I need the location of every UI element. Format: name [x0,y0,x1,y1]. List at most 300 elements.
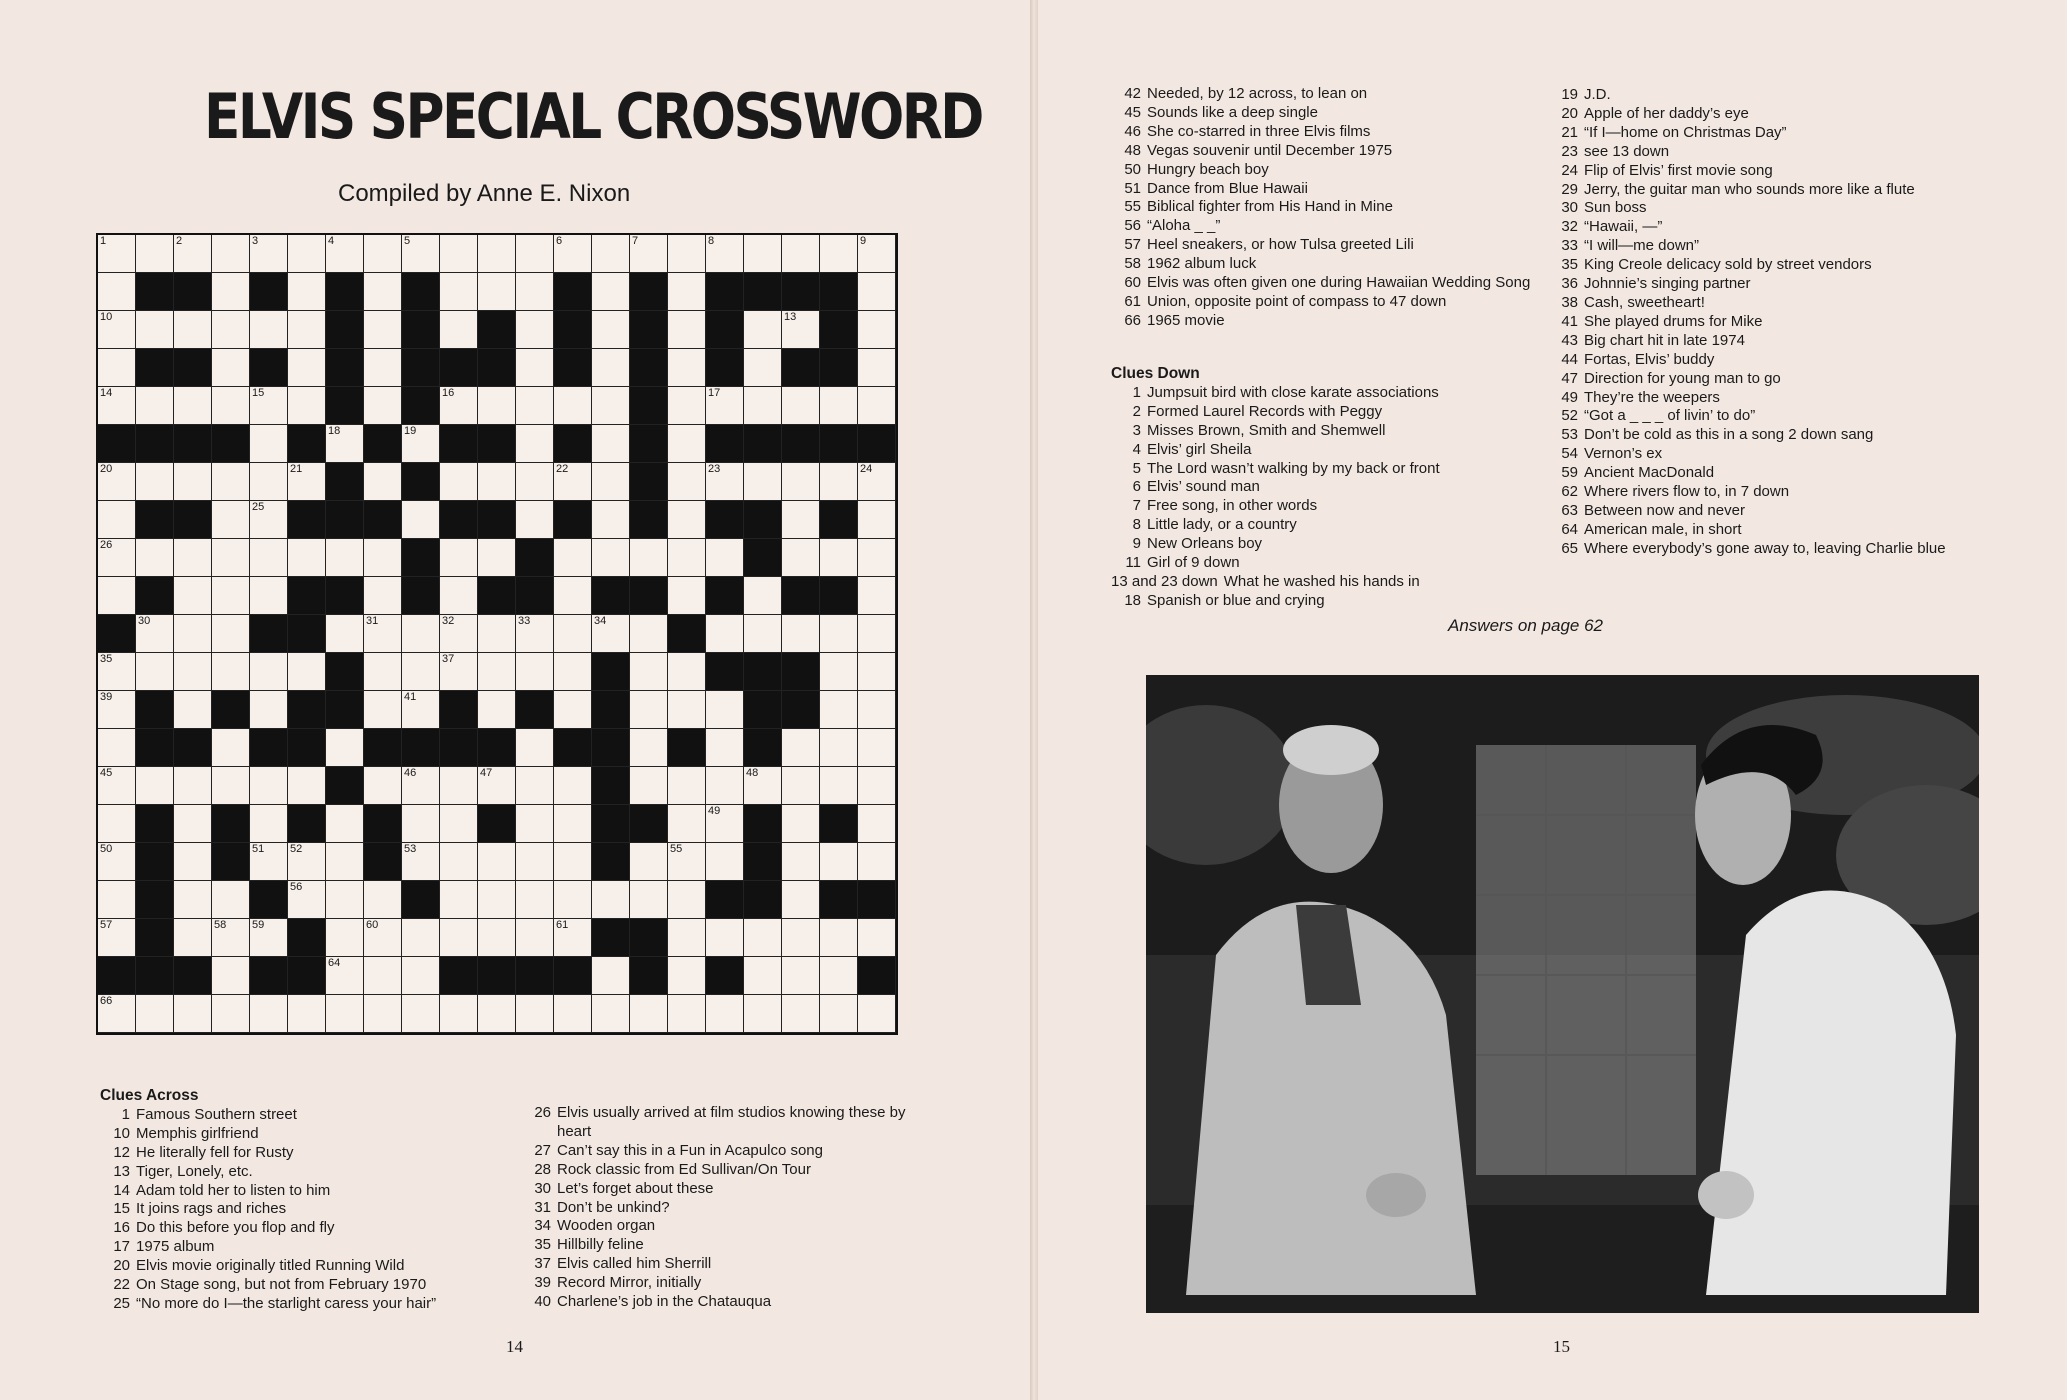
crossword-cell[interactable] [858,805,896,843]
crossword-cell[interactable] [440,273,478,311]
crossword-cell[interactable] [782,995,820,1033]
crossword-cell[interactable] [516,273,554,311]
crossword-cell[interactable] [706,235,744,273]
crossword-cell[interactable] [858,919,896,957]
crossword-cell[interactable] [554,235,592,273]
crossword-cell[interactable] [554,995,592,1033]
crossword-cell[interactable] [212,387,250,425]
crossword-cell[interactable] [212,957,250,995]
crossword-cell[interactable] [592,501,630,539]
crossword-cell[interactable] [174,387,212,425]
crossword-cell[interactable] [668,653,706,691]
crossword-cell[interactable] [478,653,516,691]
crossword-cell[interactable] [402,425,440,463]
crossword-cell[interactable] [440,653,478,691]
crossword-cell[interactable] [364,995,402,1033]
crossword-cell[interactable] [326,805,364,843]
crossword-cell[interactable] [98,881,136,919]
crossword-cell[interactable] [516,501,554,539]
crossword-cell[interactable] [250,767,288,805]
crossword-cell[interactable] [212,349,250,387]
crossword-cell[interactable] [364,615,402,653]
crossword-cell[interactable] [858,995,896,1033]
crossword-cell[interactable] [212,615,250,653]
crossword-cell[interactable] [668,349,706,387]
crossword-cell[interactable] [782,539,820,577]
crossword-cell[interactable] [630,235,668,273]
crossword-cell[interactable] [668,767,706,805]
crossword-cell[interactable] [288,311,326,349]
crossword-cell[interactable] [820,729,858,767]
crossword-cell[interactable] [668,881,706,919]
crossword-cell[interactable] [516,843,554,881]
crossword-cell[interactable] [364,387,402,425]
crossword-cell[interactable] [212,995,250,1033]
crossword-cell[interactable] [98,767,136,805]
crossword-cell[interactable] [668,539,706,577]
crossword-cell[interactable] [250,235,288,273]
crossword-cell[interactable] [706,767,744,805]
crossword-cell[interactable] [744,577,782,615]
crossword-cell[interactable] [592,425,630,463]
crossword-cell[interactable] [402,653,440,691]
crossword-cell[interactable] [706,615,744,653]
crossword-cell[interactable] [250,577,288,615]
crossword-cell[interactable] [250,311,288,349]
crossword-cell[interactable] [212,653,250,691]
crossword-cell[interactable] [478,881,516,919]
crossword-cell[interactable] [516,425,554,463]
crossword-cell[interactable] [250,805,288,843]
crossword-cell[interactable] [402,767,440,805]
crossword-cell[interactable] [744,311,782,349]
crossword-cell[interactable] [174,539,212,577]
crossword-cell[interactable] [440,843,478,881]
crossword-block [174,729,212,767]
crossword-cell[interactable] [858,501,896,539]
crossword-cell[interactable] [592,235,630,273]
crossword-cell[interactable] [174,463,212,501]
crossword-cell[interactable] [98,729,136,767]
crossword-cell[interactable] [478,463,516,501]
crossword-cell[interactable] [136,615,174,653]
crossword-cell[interactable] [478,387,516,425]
crossword-cell[interactable] [554,805,592,843]
crossword-cell[interactable] [516,653,554,691]
crossword-cell[interactable] [98,311,136,349]
crossword-cell[interactable] [174,577,212,615]
crossword-cell[interactable] [288,881,326,919]
crossword-cell[interactable] [554,387,592,425]
crossword-cell[interactable] [478,273,516,311]
crossword-cell[interactable] [136,235,174,273]
crossword-cell[interactable] [782,311,820,349]
crossword-cell[interactable] [98,387,136,425]
crossword-cell[interactable] [668,691,706,729]
crossword-cell[interactable] [250,463,288,501]
crossword-cell[interactable] [478,539,516,577]
crossword-block [858,957,896,995]
crossword-cell[interactable] [668,805,706,843]
crossword-cell[interactable] [782,805,820,843]
crossword-cell[interactable] [174,995,212,1033]
crossword-cell[interactable] [402,957,440,995]
crossword-cell[interactable] [744,767,782,805]
crossword-cell[interactable] [98,501,136,539]
crossword-cell[interactable] [364,653,402,691]
crossword-cell[interactable] [288,273,326,311]
crossword-cell[interactable] [402,691,440,729]
crossword-cell[interactable] [98,691,136,729]
crossword-cell[interactable] [250,653,288,691]
crossword-cell[interactable] [668,273,706,311]
crossword-cell[interactable] [440,577,478,615]
crossword-cell[interactable] [212,235,250,273]
crossword-cell[interactable] [554,767,592,805]
crossword-cell[interactable] [288,235,326,273]
crossword-cell[interactable] [478,615,516,653]
crossword-cell[interactable] [592,995,630,1033]
crossword-cell[interactable] [440,805,478,843]
crossword-cell[interactable] [212,919,250,957]
crossword-cell[interactable] [820,539,858,577]
crossword-cell[interactable] [440,767,478,805]
clue-item [1548,181,1968,200]
crossword-cell[interactable] [136,653,174,691]
crossword-cell[interactable] [820,995,858,1033]
crossword-cell[interactable] [706,919,744,957]
crossword-cell[interactable] [98,235,136,273]
crossword-cell[interactable] [402,805,440,843]
crossword-block [820,425,858,463]
crossword-cell[interactable] [174,881,212,919]
crossword-cell[interactable] [554,843,592,881]
crossword-cell[interactable] [326,919,364,957]
crossword-cell[interactable] [820,387,858,425]
crossword-cell[interactable] [554,539,592,577]
crossword-cell[interactable] [858,311,896,349]
crossword-cell[interactable] [288,843,326,881]
crossword-cell[interactable] [98,919,136,957]
crossword-cell[interactable] [98,539,136,577]
crossword-cell[interactable] [440,615,478,653]
crossword-cell[interactable] [668,957,706,995]
crossword-cell[interactable] [136,995,174,1033]
crossword-cell[interactable] [364,919,402,957]
crossword-cell[interactable] [668,919,706,957]
crossword-cell[interactable] [402,995,440,1033]
crossword-cell[interactable] [668,463,706,501]
crossword-cell[interactable] [212,539,250,577]
crossword-cell[interactable] [706,463,744,501]
crossword-cell[interactable] [858,463,896,501]
crossword-cell[interactable] [706,995,744,1033]
crossword-cell[interactable] [706,729,744,767]
crossword-cell[interactable] [212,881,250,919]
crossword-cell[interactable] [440,919,478,957]
crossword-cell[interactable] [136,539,174,577]
crossword-cell[interactable] [174,767,212,805]
crossword-cell[interactable] [478,919,516,957]
crossword-cell[interactable] [630,729,668,767]
crossword-cell[interactable] [288,539,326,577]
crossword-cell[interactable] [364,349,402,387]
crossword-cell[interactable] [364,767,402,805]
crossword-cell[interactable] [326,995,364,1033]
crossword-cell[interactable] [706,691,744,729]
crossword-cell[interactable] [706,387,744,425]
crossword-cell[interactable] [668,387,706,425]
crossword-cell[interactable] [516,387,554,425]
crossword-cell[interactable] [364,463,402,501]
crossword-cell[interactable] [706,805,744,843]
crossword-cell[interactable] [706,843,744,881]
crossword-cell[interactable] [326,615,364,653]
crossword-cell[interactable] [516,729,554,767]
crossword-cell[interactable] [364,691,402,729]
crossword-cell[interactable] [440,881,478,919]
crossword-cell[interactable] [174,615,212,653]
crossword-cell[interactable] [858,729,896,767]
crossword-cell[interactable] [592,273,630,311]
crossword-cell[interactable] [516,349,554,387]
crossword-cell[interactable] [440,387,478,425]
crossword-cell[interactable] [592,881,630,919]
crossword-cell[interactable] [326,881,364,919]
crossword-cell[interactable] [136,311,174,349]
crossword-cell[interactable] [174,691,212,729]
crossword-cell[interactable] [98,463,136,501]
crossword-cell[interactable] [174,653,212,691]
crossword-cell[interactable] [820,767,858,805]
crossword-cell[interactable] [554,691,592,729]
crossword-cell[interactable] [516,235,554,273]
crossword-cell[interactable] [858,539,896,577]
crossword-cell[interactable] [554,615,592,653]
crossword-cell[interactable] [592,387,630,425]
crossword-cell[interactable] [326,235,364,273]
crossword-cell[interactable] [630,881,668,919]
crossword-cell[interactable] [592,311,630,349]
crossword-cell[interactable] [820,957,858,995]
crossword-cell[interactable] [668,577,706,615]
crossword-cell[interactable] [212,463,250,501]
crossword-cell[interactable] [592,615,630,653]
crossword-cell[interactable] [820,919,858,957]
crossword-cell[interactable] [288,349,326,387]
crossword-cell[interactable] [630,539,668,577]
crossword-cell[interactable] [440,311,478,349]
crossword-cell[interactable] [440,539,478,577]
crossword-cell[interactable] [174,919,212,957]
crossword-cell[interactable] [250,691,288,729]
crossword-cell[interactable] [554,653,592,691]
crossword-cell[interactable] [782,387,820,425]
crossword-cell[interactable] [744,957,782,995]
crossword-cell[interactable] [402,615,440,653]
crossword-cell[interactable] [820,843,858,881]
crossword-cell[interactable] [858,387,896,425]
crossword-cell[interactable] [212,273,250,311]
crossword-cell[interactable] [782,767,820,805]
crossword-cell[interactable] [364,273,402,311]
crossword-cell[interactable] [668,425,706,463]
crossword-cell[interactable] [668,995,706,1033]
crossword-cell[interactable] [744,995,782,1033]
crossword-cell[interactable] [858,349,896,387]
crossword-cell[interactable] [592,957,630,995]
crossword-cell[interactable] [858,577,896,615]
crossword-cell[interactable] [516,311,554,349]
crossword-cell[interactable] [288,387,326,425]
crossword-cell[interactable] [364,235,402,273]
crossword-cell[interactable] [288,767,326,805]
crossword-cell[interactable] [440,235,478,273]
crossword-cell[interactable] [630,615,668,653]
crossword-cell[interactable] [858,235,896,273]
crossword-cell[interactable] [98,805,136,843]
crossword-cell[interactable] [630,767,668,805]
crossword-cell[interactable] [174,235,212,273]
crossword-cell[interactable] [212,311,250,349]
crossword-cell[interactable] [288,653,326,691]
crossword-cell[interactable] [782,463,820,501]
crossword-cell[interactable] [364,957,402,995]
crossword-cell[interactable] [744,615,782,653]
crossword-cell[interactable] [744,919,782,957]
crossword-cell[interactable] [516,463,554,501]
crossword-cell[interactable] [250,843,288,881]
crossword-cell[interactable] [136,387,174,425]
crossword-cell[interactable] [668,235,706,273]
crossword-cell[interactable] [782,235,820,273]
crossword-cell[interactable] [440,463,478,501]
crossword-cell[interactable] [402,843,440,881]
crossword-cell[interactable] [326,539,364,577]
crossword-cell[interactable] [782,615,820,653]
crossword-cell[interactable] [592,349,630,387]
crossword-cell[interactable] [136,463,174,501]
crossword-cell[interactable] [782,919,820,957]
crossword-cell[interactable] [630,995,668,1033]
crossword-cell[interactable] [250,387,288,425]
crossword-cell[interactable] [174,311,212,349]
crossword-cell[interactable] [478,235,516,273]
crossword-cell[interactable] [364,539,402,577]
crossword-cell[interactable] [554,463,592,501]
crossword-cell[interactable] [858,273,896,311]
crossword-cell[interactable] [516,615,554,653]
crossword-cell[interactable] [402,501,440,539]
crossword-cell[interactable] [858,843,896,881]
crossword-cell[interactable] [174,805,212,843]
crossword-cell[interactable] [98,995,136,1033]
crossword-cell[interactable] [858,691,896,729]
crossword-cell[interactable] [212,501,250,539]
crossword-cell[interactable] [212,729,250,767]
crossword-cell[interactable] [630,653,668,691]
crossword-cell[interactable] [516,995,554,1033]
crossword-cell[interactable] [668,501,706,539]
crossword-cell[interactable] [326,425,364,463]
crossword-cell[interactable] [592,463,630,501]
crossword-cell[interactable] [668,311,706,349]
crossword-cell[interactable] [478,691,516,729]
crossword-cell[interactable] [98,653,136,691]
crossword-cell[interactable] [744,235,782,273]
crossword-cell[interactable] [478,843,516,881]
crossword-cell[interactable] [858,653,896,691]
crossword-cell[interactable] [782,843,820,881]
crossword-cell[interactable] [782,501,820,539]
crossword-cell[interactable] [744,349,782,387]
crossword-cell[interactable] [858,615,896,653]
crossword-cell[interactable] [516,919,554,957]
crossword-cell[interactable] [516,767,554,805]
crossword-cell[interactable] [364,881,402,919]
crossword-cell[interactable] [288,463,326,501]
crossword-cell[interactable] [744,463,782,501]
crossword-cell[interactable] [744,387,782,425]
crossword-cell[interactable] [820,235,858,273]
crossword-cell[interactable] [478,767,516,805]
crossword-cell[interactable] [668,843,706,881]
crossword-cell[interactable] [630,691,668,729]
crossword-cell[interactable] [98,843,136,881]
crossword-cell[interactable] [402,919,440,957]
crossword-cell[interactable] [592,539,630,577]
crossword-cell[interactable] [630,843,668,881]
crossword-cell[interactable] [516,881,554,919]
crossword-cell[interactable] [250,919,288,957]
crossword-cell[interactable] [820,653,858,691]
crossword-cell[interactable] [782,957,820,995]
crossword-cell[interactable] [326,957,364,995]
crossword-cell[interactable] [402,235,440,273]
crossword-cell[interactable] [364,311,402,349]
crossword-cell[interactable] [782,729,820,767]
crossword-cell[interactable] [212,767,250,805]
crossword-cell[interactable] [98,349,136,387]
crossword-cell[interactable] [98,577,136,615]
crossword-cell[interactable] [820,691,858,729]
crossword-cell[interactable] [250,425,288,463]
crossword-cell[interactable] [250,995,288,1033]
crossword-cell[interactable] [782,881,820,919]
crossword-cell[interactable] [706,539,744,577]
crossword-cell[interactable] [820,615,858,653]
crossword-cell[interactable] [326,843,364,881]
crossword-cell[interactable] [440,995,478,1033]
crossword-cell[interactable] [364,577,402,615]
crossword-cell[interactable] [212,577,250,615]
crossword-cell[interactable] [554,919,592,957]
crossword-cell[interactable] [288,995,326,1033]
crossword-cell[interactable] [554,881,592,919]
crossword-cell[interactable] [478,995,516,1033]
crossword-cell[interactable] [326,729,364,767]
crossword-block [288,615,326,653]
crossword-cell[interactable] [554,577,592,615]
crossword-cell[interactable] [98,273,136,311]
crossword-cell[interactable] [820,463,858,501]
crossword-cell[interactable] [858,767,896,805]
crossword-cell[interactable] [174,843,212,881]
crossword-cell[interactable] [250,539,288,577]
crossword-cell[interactable] [250,501,288,539]
crossword-cell[interactable] [136,767,174,805]
crossword-cell[interactable] [516,805,554,843]
